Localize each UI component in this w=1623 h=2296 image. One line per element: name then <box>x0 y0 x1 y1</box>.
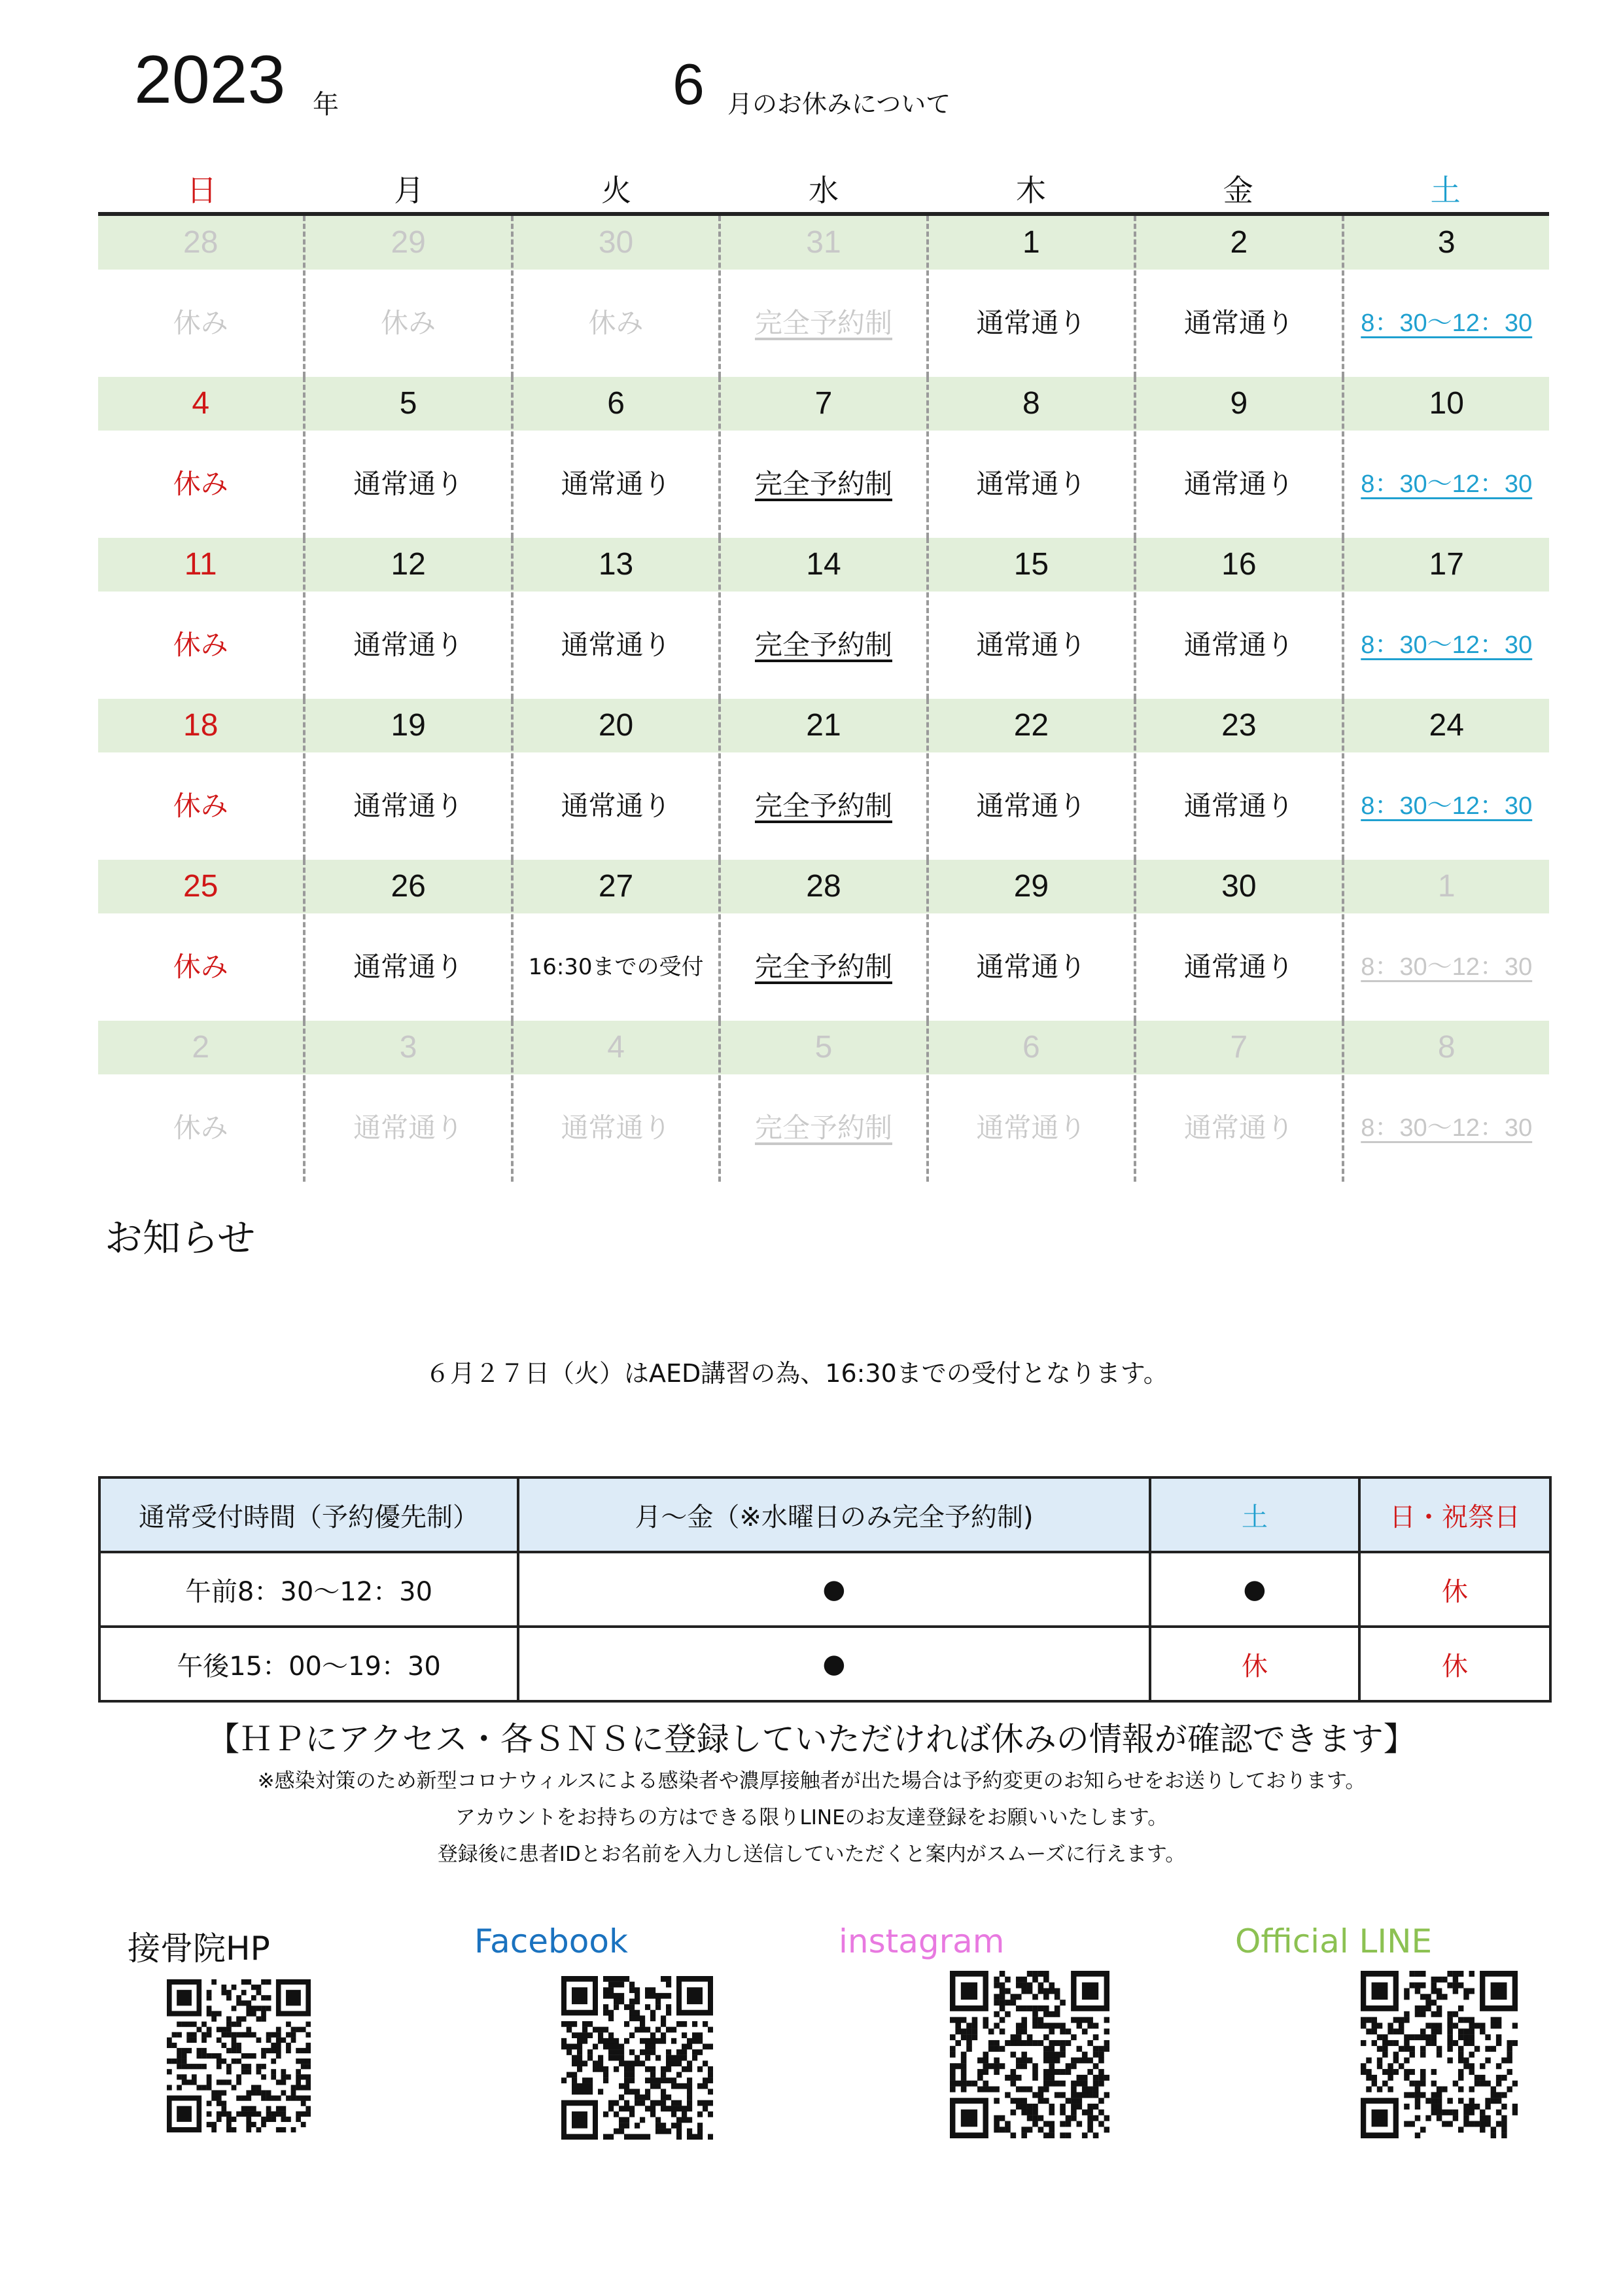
weekday-label: 日 <box>186 173 217 208</box>
calendar-week <box>98 1021 1549 1182</box>
day-number: 8 <box>1437 1030 1456 1065</box>
day-cell <box>926 216 1134 377</box>
day-status: 通常通り <box>1183 307 1294 339</box>
day-number: 12 <box>391 547 426 582</box>
day-status: 通常通り <box>976 1112 1087 1144</box>
day-cell <box>1134 1021 1341 1182</box>
day-cell <box>303 216 510 377</box>
day-status: 完全予約制 <box>754 951 892 983</box>
day-status: 通常通り <box>976 790 1087 822</box>
fine-print-line: 登録後に患者IDとお名前を入力し送信していただくと案内がスムーズに行えます。 <box>437 1843 1186 1866</box>
hours-weekday-mark: ● <box>518 1627 1150 1701</box>
day-status: 完全予約制 <box>754 790 892 822</box>
day-status: 8：30～12：30 <box>1361 470 1533 498</box>
year: 2023 <box>134 42 286 118</box>
day-cell <box>718 377 926 538</box>
day-cell <box>1342 860 1549 1021</box>
day-status: 通常通り <box>976 951 1087 983</box>
day-number: 6 <box>607 386 625 421</box>
qr-label-facebook: Facebook <box>474 1922 628 1960</box>
hours-header-saturday: 土 <box>1150 1477 1359 1552</box>
calendar <box>98 169 1549 1182</box>
day-cell <box>511 699 718 860</box>
day-number: 31 <box>806 225 841 260</box>
day-status: 通常通り <box>353 1112 464 1144</box>
day-number: 4 <box>607 1030 625 1065</box>
day-cell <box>926 1021 1134 1182</box>
day-cell <box>98 216 303 377</box>
day-cell <box>1134 377 1341 538</box>
day-cell <box>303 538 510 699</box>
day-number: 19 <box>391 708 426 743</box>
qr-label-instagram: instagram <box>839 1922 1005 1960</box>
day-status: 通常通り <box>976 307 1087 339</box>
day-number: 10 <box>1429 386 1464 421</box>
qr-code-facebook[interactable] <box>561 1976 713 2140</box>
day-number: 20 <box>598 708 634 743</box>
day-status: 休み <box>173 307 228 339</box>
notice-title: お知らせ <box>105 1216 256 1260</box>
day-number: 24 <box>1429 708 1464 743</box>
hours-header-row <box>99 1477 1550 1552</box>
day-number: 28 <box>183 225 218 260</box>
day-cell <box>98 1021 303 1182</box>
day-status: 通常通り <box>353 951 464 983</box>
day-cell <box>1342 216 1549 377</box>
hours-header-sunday: 日・祝祭日 <box>1359 1477 1550 1552</box>
day-number: 26 <box>391 869 426 904</box>
calendar-week <box>98 216 1549 377</box>
day-cell <box>1342 699 1549 860</box>
weekday-label: 火 <box>601 173 632 208</box>
hours-header-weekday: 月～金（※水曜日のみ完全予約制) <box>518 1477 1150 1552</box>
day-status: 通常通り <box>1183 468 1294 500</box>
hours-time: 午後15：00～19：30 <box>99 1627 518 1701</box>
day-cell <box>98 860 303 1021</box>
day-status: 休み <box>173 790 228 822</box>
day-cell <box>1134 538 1341 699</box>
day-number: 21 <box>806 708 841 743</box>
day-number: 11 <box>184 547 217 582</box>
qr-label-hp: 接骨院HP <box>128 1930 270 1968</box>
calendar-weeks <box>98 216 1549 1182</box>
day-cell <box>718 216 926 377</box>
hours-row-afternoon <box>99 1627 1550 1701</box>
day-cell <box>511 1021 718 1182</box>
hours-weekday-mark: ● <box>518 1552 1150 1627</box>
notice-text: ６月２７日（火）はAED講習の為、16:30までの受付となります。 <box>425 1359 1168 1388</box>
day-number: 18 <box>183 708 218 743</box>
calendar-week <box>98 538 1549 699</box>
day-cell <box>511 538 718 699</box>
day-status: 通常通り <box>561 1112 671 1144</box>
hours-header-time: 通常受付時間（予約優先制） <box>99 1477 518 1552</box>
calendar-week <box>98 860 1549 1021</box>
day-cell <box>1134 860 1341 1021</box>
weekday-label: 月 <box>394 173 425 208</box>
day-cell <box>1342 377 1549 538</box>
day-number: 5 <box>814 1030 833 1065</box>
day-cell <box>98 538 303 699</box>
day-number: 8 <box>1022 386 1040 421</box>
day-cell <box>511 216 718 377</box>
fine-print-line: ※感染対策のため新型コロナウィルスによる感染者や濃厚接触者が出た場合は予約変更のお知らせをお送りしております。 <box>257 1769 1366 1793</box>
day-cell <box>718 699 926 860</box>
year-unit: 年 <box>313 90 339 120</box>
qr-code-hp[interactable] <box>167 1979 311 2132</box>
fine-print-line: アカウントをお持ちの方はできる限りLINEのお友達登録をお願いいたします。 <box>455 1806 1168 1829</box>
day-number: 6 <box>1022 1030 1040 1065</box>
day-number: 28 <box>806 869 841 904</box>
day-number: 9 <box>1230 386 1248 421</box>
day-cell <box>303 377 510 538</box>
day-status: 16:30までの受付 <box>528 954 704 980</box>
weekday-label: 土 <box>1430 173 1461 208</box>
calendar-week <box>98 377 1549 538</box>
day-cell <box>718 1021 926 1182</box>
day-cell <box>926 699 1134 860</box>
day-status: 休み <box>173 951 228 983</box>
weekday-label: 水 <box>809 173 839 208</box>
weekday-label: 木 <box>1015 173 1046 208</box>
day-status: 休み <box>588 307 644 339</box>
day-number: 7 <box>814 386 833 421</box>
day-status: 通常通り <box>353 790 464 822</box>
hours-saturday-mark: ● <box>1150 1552 1359 1627</box>
day-cell <box>718 860 926 1021</box>
hours-row-morning <box>99 1552 1550 1627</box>
day-status: 完全予約制 <box>754 1112 892 1144</box>
day-cell <box>303 1021 510 1182</box>
month: 6 <box>672 52 705 116</box>
day-number: 27 <box>598 869 634 904</box>
day-status: 休み <box>173 629 228 661</box>
day-status: 完全予約制 <box>754 629 892 661</box>
day-status: 通常通り <box>1183 629 1294 661</box>
hours-sunday-mark: 休 <box>1359 1627 1550 1701</box>
day-status: 通常通り <box>1183 951 1294 983</box>
day-status: 通常通り <box>1183 790 1294 822</box>
weekday-label: 金 <box>1223 173 1253 208</box>
day-number: 15 <box>1013 547 1049 582</box>
qr-code-line[interactable] <box>1361 1971 1518 2138</box>
sns-banner: 【ＨＰにアクセス・各ＳＮＳに登録していただければ休みの情報が確認できます】 <box>207 1720 1416 1758</box>
day-cell <box>98 699 303 860</box>
day-number: 3 <box>1437 225 1456 260</box>
day-cell <box>718 538 926 699</box>
day-number: 1 <box>1022 225 1040 260</box>
day-status: 8：30～12：30 <box>1361 309 1533 337</box>
day-number: 22 <box>1013 708 1049 743</box>
calendar-week <box>98 699 1549 860</box>
day-cell <box>1134 216 1341 377</box>
day-number: 4 <box>192 386 210 421</box>
day-status: 通常通り <box>561 468 671 500</box>
day-number: 5 <box>399 386 417 421</box>
hours-time: 午前8：30～12：30 <box>99 1552 518 1627</box>
month-title: 月のお休みについて <box>727 90 951 118</box>
hours-saturday-mark: 休 <box>1150 1627 1359 1701</box>
day-number: 23 <box>1221 708 1257 743</box>
day-number: 14 <box>806 547 841 582</box>
day-status: 通常通り <box>353 468 464 500</box>
day-number: 16 <box>1221 547 1257 582</box>
day-cell <box>926 377 1134 538</box>
day-cell <box>1134 699 1341 860</box>
day-status: 休み <box>173 468 228 500</box>
day-cell <box>926 538 1134 699</box>
day-status: 完全予約制 <box>754 468 892 500</box>
day-cell <box>303 699 510 860</box>
day-cell <box>926 860 1134 1021</box>
day-cell <box>303 860 510 1021</box>
day-status: 8：30～12：30 <box>1361 953 1533 981</box>
day-number: 30 <box>598 225 634 260</box>
qr-label-line: Official LINE <box>1235 1922 1433 1960</box>
day-cell <box>511 860 718 1021</box>
day-status: 通常通り <box>353 629 464 661</box>
day-number: 25 <box>183 869 218 904</box>
day-status: 休み <box>381 307 436 339</box>
day-number: 2 <box>1230 225 1248 260</box>
day-status: 8：30～12：30 <box>1361 1114 1533 1142</box>
day-status: 8：30～12：30 <box>1361 792 1533 820</box>
day-status: 完全予約制 <box>754 307 892 339</box>
day-status: 通常通り <box>1183 1112 1294 1144</box>
day-number: 2 <box>192 1030 210 1065</box>
day-number: 3 <box>399 1030 417 1065</box>
day-status: 通常通り <box>561 629 671 661</box>
day-status: 休み <box>173 1112 228 1144</box>
day-number: 29 <box>1013 869 1049 904</box>
qr-code-instagram[interactable] <box>950 1971 1109 2138</box>
day-cell <box>1342 1021 1549 1182</box>
weekday-header <box>98 169 1549 216</box>
day-status: 通常通り <box>976 629 1087 661</box>
day-cell <box>511 377 718 538</box>
day-number: 13 <box>598 547 634 582</box>
hours-sunday-mark: 休 <box>1359 1552 1550 1627</box>
day-status: 通常通り <box>561 790 671 822</box>
day-status: 8：30～12：30 <box>1361 631 1533 659</box>
day-number: 17 <box>1429 547 1464 582</box>
day-status: 通常通り <box>976 468 1087 500</box>
day-cell <box>1342 538 1549 699</box>
day-number: 30 <box>1221 869 1257 904</box>
day-number: 7 <box>1230 1030 1248 1065</box>
day-number: 1 <box>1437 869 1456 904</box>
day-number: 29 <box>391 225 426 260</box>
day-cell <box>98 377 303 538</box>
hours-table <box>98 1476 1552 1703</box>
